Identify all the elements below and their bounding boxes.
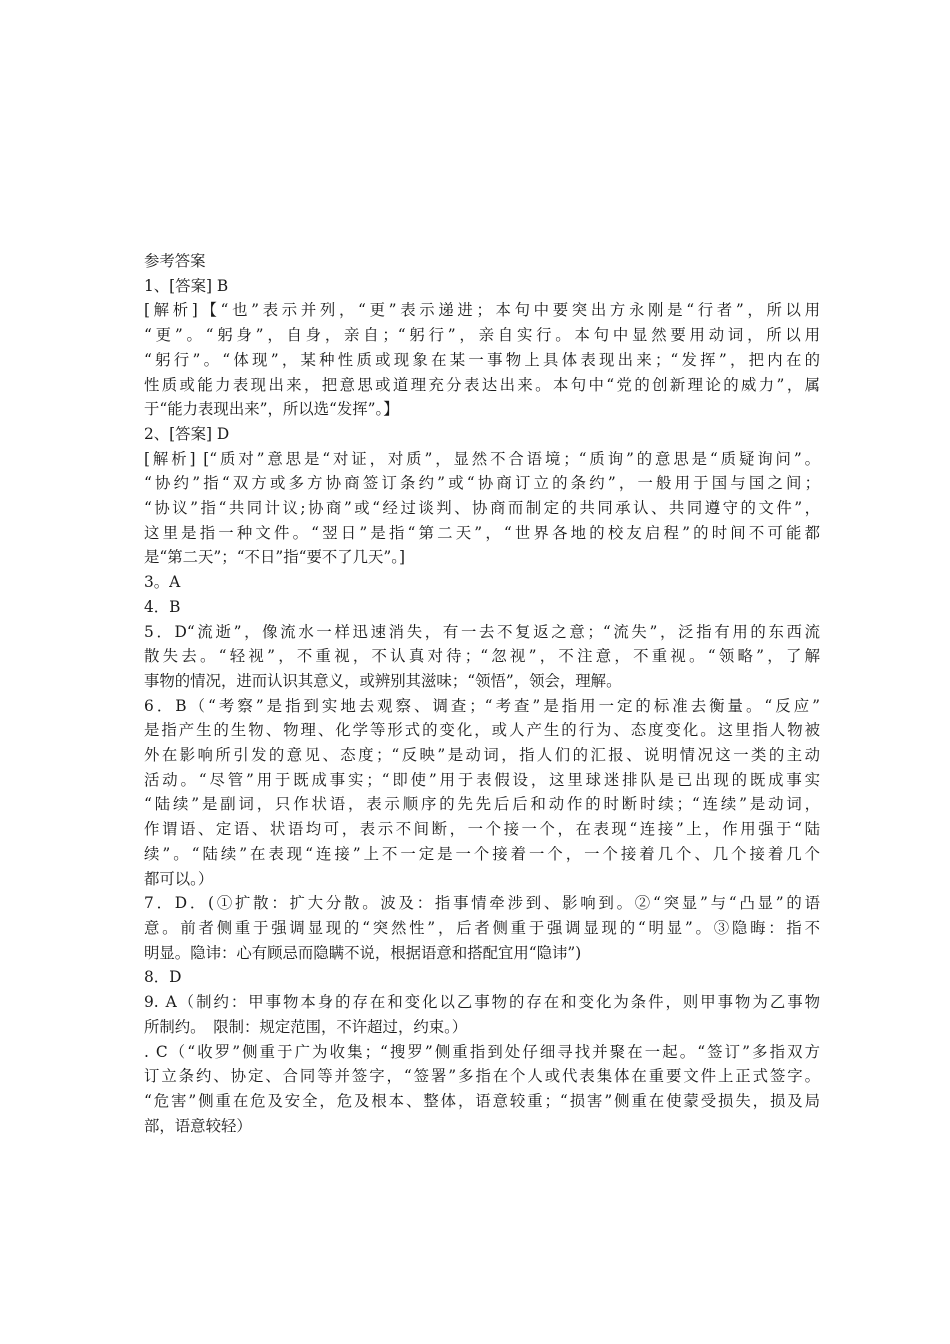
text-line: 3。A — [144, 573, 181, 592]
text-line: 4．B — [144, 597, 181, 616]
paragraph — [144, 965, 820, 990]
paragraph — [144, 595, 820, 620]
paragraph — [144, 990, 820, 1039]
text-line: “躬行”。“体现”，某种性质或现象在某一事物上具体表现出来；“发挥”，把内在的 — [144, 350, 820, 369]
text-line: 部，语意较轻） — [144, 1116, 252, 1135]
text-line: 意。前者侧重于强调显现的“突然性”，后者侧重于强调显现的“明显”。③隐晦：指不 — [144, 918, 820, 937]
paragraph — [144, 1040, 820, 1139]
text-line: 9. A（制约：甲事物本身的存在和变化以乙事物的存在和变化为条件，则甲事物为乙事物 — [144, 993, 820, 1012]
paragraph — [144, 570, 820, 595]
text-line: “危害”侧重在危及安全，危及根本、整体，语意较重；“损害”侧重在使蒙受损失，损及局 — [144, 1091, 820, 1110]
text-line: 1、[答案] B — [144, 276, 229, 295]
text-line: “更”。“躬身”，自身，亲自；“躬行”，亲自实行。本句中显然要用动词，所以用 — [144, 326, 820, 345]
text-line: 性质或能力表现出来，把意思或道理充分表达出来。本句中“党的创新理论的威力”，属 — [144, 375, 820, 394]
text-line: 作谓语、定语、状语均可，表示不间断，一个接一个，在表现“连接”上，作用强于“陆 — [144, 820, 820, 839]
text-line: 活动。“尽管”用于既成事实；“即使”用于表假设，这里球迷排队是已出现的既成事实 — [144, 770, 820, 789]
text-line: 散失去。“轻视”，不重视，不认真对待；“忽视”，不注意，不重视。“领略”，了解 — [144, 647, 820, 666]
text-line: “协议”指“共同计议;协商”或“经过谈判、协商而制定的共同承认、共同遵守的文件”， — [144, 499, 820, 518]
text-line: 订立条约、协定、合同等并签字，“签署”多指在个人或代表集体在重要文件上正式签字。 — [144, 1067, 820, 1086]
paragraph — [144, 274, 820, 299]
text-line: 5．D“流逝”，像流水一样迅速消失，有一去不复返之意；“流失”，泛指有用的东西流 — [144, 622, 820, 641]
paragraph-list — [144, 274, 820, 1139]
text-line: “陆续”是副词，只作状语，表示顺序的先先后后和动作的时断时续；“连续”是动词， — [144, 795, 820, 814]
document-title — [144, 249, 820, 274]
paragraph — [144, 694, 820, 892]
text-line: 2、[答案] D — [144, 424, 230, 443]
text-line: 所制约。 限制：规定范围，不许超过，约束。） — [144, 1017, 468, 1036]
text-line: [解析]【“也”表示并列，“更”表示递进；本句中要突出方永刚是“行者”，所以用 — [144, 301, 820, 320]
text-line: 外在影响所引发的意见、态度；“反映”是动词，指人们的汇报、说明情况这一类的主动 — [144, 746, 820, 765]
text-line: 明显。隐讳：心有顾忌而隐瞒不说，根据语意和搭配宜用“隐讳”) — [144, 943, 582, 962]
text-line: 于“能力表现出来”，所以选“发挥”。】 — [144, 400, 399, 419]
paragraph — [144, 620, 820, 694]
text-line: 8．D — [144, 968, 182, 987]
paragraph — [144, 298, 820, 422]
text-line: . C（“收罗”侧重于广为收集；“搜罗”侧重指到处仔细寻找并聚在一起。“签订”多指双方 — [144, 1042, 820, 1061]
text-line: [解析] [“质对”意思是“对证，对质”，显然不合语境；“质询”的意思是“质疑询问”。 — [144, 449, 820, 468]
text-line: “协约”指“双方或多方协商签订条约”或“协商订立的条约”，一般用于国与国之间； — [144, 474, 820, 493]
paragraph — [144, 422, 820, 447]
text-line: 续”。“陆续”在表现“连接”上不一定是一个接着一个，一个接着几个、几个接着几个 — [144, 844, 820, 863]
text-line: 都可以。） — [144, 869, 214, 888]
text-line: 是指产生的生物、物理、化学等形式的变化，或人产生的行为、态度变化。这里指人物被 — [144, 721, 820, 740]
paragraph — [144, 891, 820, 965]
text-line: 事物的情况，进而认识其意义，或辨别其滋味；“领悟”，领会，理解。 — [144, 671, 622, 690]
text-line: 这里是指一种文件。“翌日”是指“第二天”，“世界各地的校友启程”的时间不可能都 — [144, 523, 820, 542]
title-line: 参考答案 — [144, 252, 206, 270]
paragraph — [144, 447, 820, 571]
text-line: 是“第二天”；“不日”指“要不了几天”。] — [144, 548, 405, 567]
text-line: 6．B（“考察”是指到实地去观察、调查；“考查”是指用一定的标准去衡量。“反应” — [144, 696, 820, 715]
answer-key-text — [144, 249, 820, 1138]
text-line: 7．D．(①扩散：扩大分散。波及：指事情牵涉到、影响到。②“突显”与“凸显”的语 — [144, 894, 820, 913]
